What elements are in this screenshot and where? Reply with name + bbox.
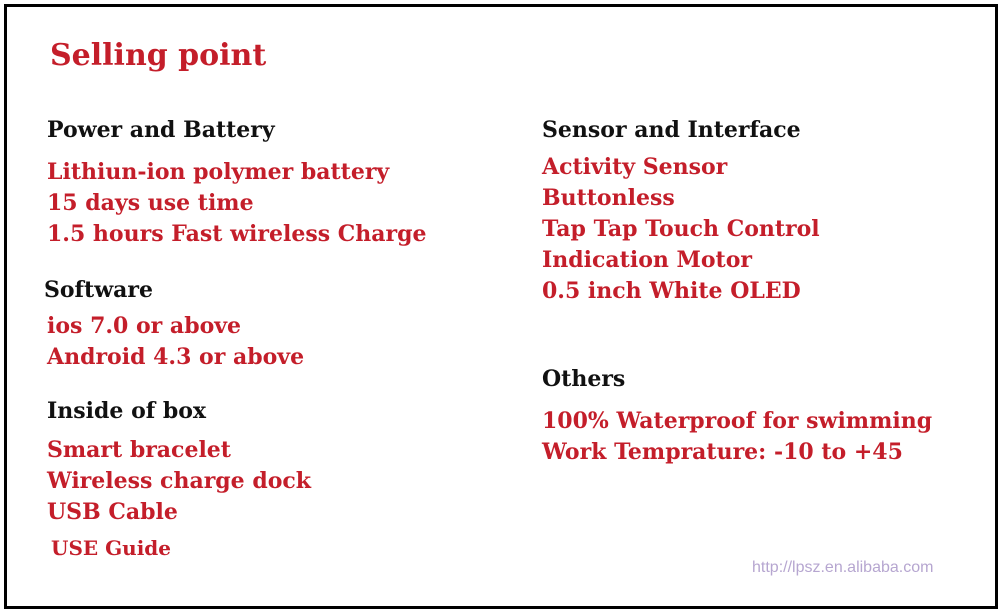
section-heading-sensor: Sensor and Interface xyxy=(542,117,801,143)
section-heading-power: Power and Battery xyxy=(47,117,275,143)
sensor-item: Activity Sensor xyxy=(542,154,728,180)
software-item: Android 4.3 or above xyxy=(47,344,305,370)
box-item: Smart bracelet xyxy=(47,437,231,463)
box-item: Wireless charge dock xyxy=(47,468,312,494)
box-item: USE Guide xyxy=(51,536,172,560)
section-heading-software: Software xyxy=(44,277,153,303)
software-item: ios 7.0 or above xyxy=(47,313,242,339)
power-item: Lithiun-ion polymer battery xyxy=(47,159,390,185)
box-item: USB Cable xyxy=(47,499,178,525)
sensor-item: Buttonless xyxy=(542,185,675,211)
section-heading-others: Others xyxy=(542,366,626,392)
power-item: 1.5 hours Fast wireless Charge xyxy=(47,221,427,247)
power-item: 15 days use time xyxy=(47,190,254,216)
watermark-url: http://lpsz.en.alibaba.com xyxy=(752,559,934,576)
sensor-item: 0.5 inch White OLED xyxy=(542,278,801,304)
selling-point-card xyxy=(4,4,998,609)
page-title: Selling point xyxy=(50,38,267,73)
section-heading-box: Inside of box xyxy=(47,398,207,424)
others-item: 100% Waterproof for swimming xyxy=(542,408,933,434)
sensor-item: Tap Tap Touch Control xyxy=(542,216,820,242)
others-item: Work Temprature: -10 to +45 xyxy=(542,439,903,465)
sensor-item: Indication Motor xyxy=(542,247,752,273)
